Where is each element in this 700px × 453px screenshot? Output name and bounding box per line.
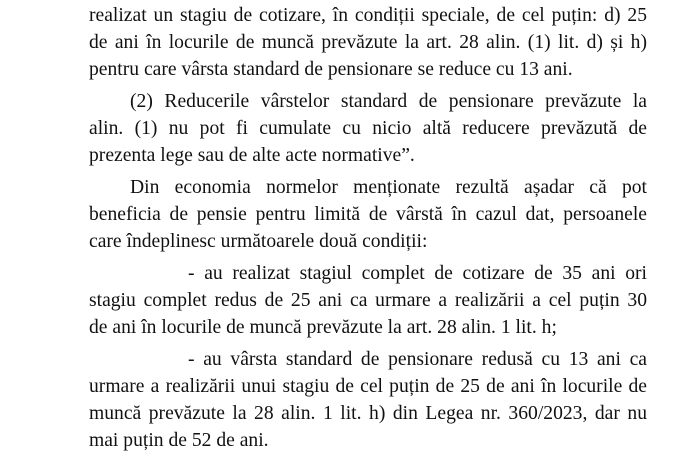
- paragraph-2-line-2: alin. (1) nu pot fi cumulate cu nicio altă reducere prevăzută de: [89, 118, 647, 139]
- condition-1-line-3: de ani în locurile de muncă prevăzute la art. 28 alin. 1 lit. h;: [89, 317, 557, 338]
- condition-2-line-3: muncă prevăzute la 28 alin. 1 lit. h) din Legea nr. 360/2023, dar nu: [89, 403, 647, 424]
- text-line-2: de ani în locurile de muncă prevăzute la art. 28 alin. (1) lit. d) și h): [89, 32, 647, 53]
- condition-2-line-1: - au vârsta standard de pensionare redusă cu 13 ani ca: [188, 349, 647, 370]
- condition-1-line-2: stagiu complet redus de 25 ani ca urmare a realizării a cel puțin 30: [89, 290, 647, 311]
- paragraph-3-line-3: care îndeplinesc următoarele două condiții:: [89, 231, 428, 252]
- text-line-3: pentru care vârsta standard de pensionare se reduce cu 13 ani.: [89, 59, 573, 80]
- condition-1-line-1: - au realizat stagiul complet de cotizare de 35 ani ori: [188, 263, 647, 284]
- paragraph-3-line-2: beneficia de pensie pentru limită de vârstă în cazul dat, persoanele: [89, 204, 647, 225]
- condition-2-line-2: urmare a realizării unui stagiu de cel puțin de 25 de ani în locurile de: [89, 376, 647, 397]
- condition-2-line-4: mai puțin de 52 de ani.: [89, 430, 269, 451]
- text-line-1: realizat un stagiu de cotizare, în condiții speciale, de cel puțin: d) 25: [89, 5, 647, 26]
- paragraph-2-line-3: prezenta lege sau de alte acte normative”.: [89, 145, 415, 166]
- paragraph-2-line-1: (2) Reducerile vârstelor standard de pensionare prevăzute la: [130, 91, 647, 112]
- paragraph-3-line-1: Din economia normelor menționate rezultă așadar că pot: [130, 177, 647, 198]
